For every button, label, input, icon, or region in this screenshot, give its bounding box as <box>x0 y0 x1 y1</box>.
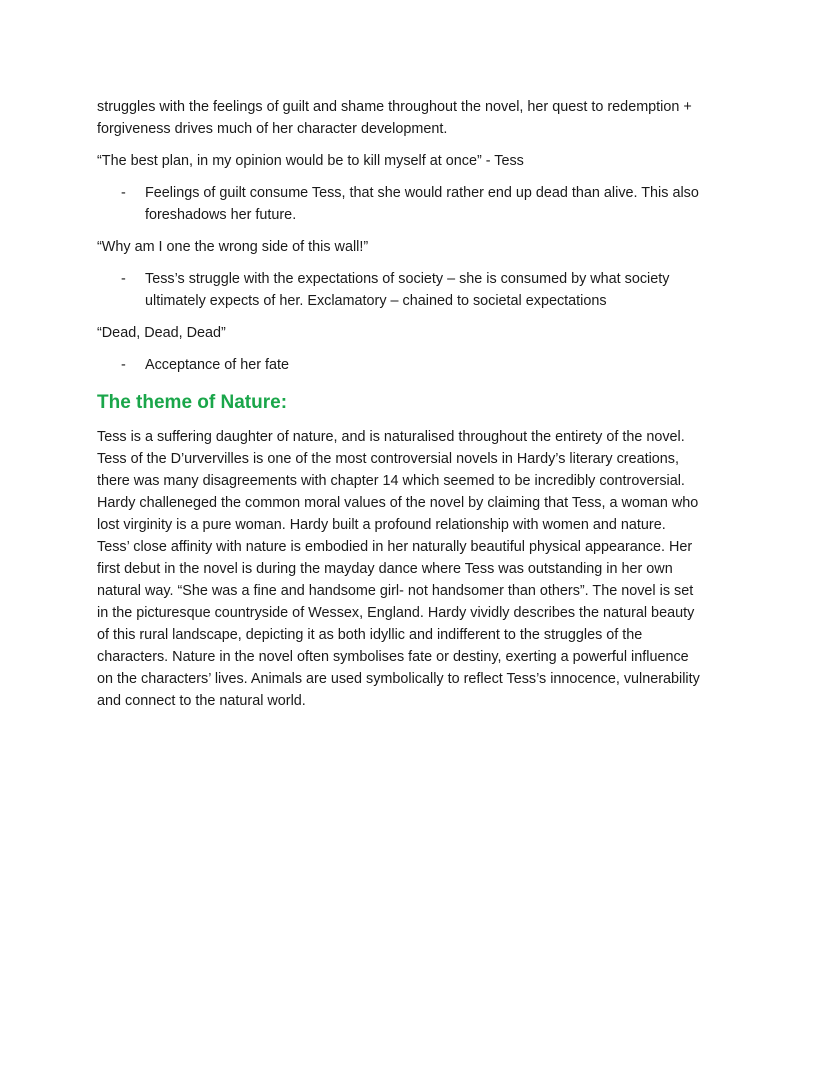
intro-line: struggles with the feelings of guilt and shame throughout the novel, her quest to redemption + <box>97 99 692 115</box>
bullet-item <box>97 268 737 312</box>
paragraph-line: on the characters’ lives. Animals are used symbolically to reflect Tess’s innocence, vulnerability <box>97 671 700 687</box>
paragraph-line: Tess is a suffering daughter of nature, and is naturalised throughout the entirety of the novel. <box>97 429 685 445</box>
paragraph-line: Tess of the D’urvervilles is one of the most controversial novels in Hardy’s literary creations, <box>97 451 679 467</box>
quote-line: “Dead, Dead, Dead” <box>97 325 226 341</box>
bullet-item <box>97 354 737 376</box>
intro-paragraph <box>97 96 737 140</box>
bullet-text: Tess’s struggle with the expectations of society – she is consumed by what society <box>145 271 670 287</box>
paragraph-line: natural way. “She was a fine and handsome girl- not handsomer than others”. The novel is set <box>97 583 694 599</box>
quote-line: “The best plan, in my opinion would be to kill myself at once” - Tess <box>97 153 524 169</box>
paragraph-line: lost virginity is a pure woman. Hardy built a profound relationship with women and nature. <box>97 517 666 533</box>
bullet-text: Feelings of guilt consume Tess, that she would rather end up dead than alive. This also <box>145 185 699 201</box>
bullet-text: Acceptance of her fate <box>145 357 289 373</box>
paragraph-line: Tess’ close affinity with nature is embodied in her naturally beautiful physical appearance. Her <box>97 539 693 555</box>
paragraph-line: characters. Nature in the novel often symbolises fate or destiny, exerting a powerful influence <box>97 649 689 665</box>
section-heading: The theme of Nature: <box>97 392 288 413</box>
bullet-text: ultimately expects of her. Exclamatory – chained to societal expectations <box>145 293 607 309</box>
bullet-item <box>97 182 737 226</box>
document-page <box>97 96 737 722</box>
paragraph-line: there was many disagreements with chapter 14 which seemed to be incredibly controversial. <box>97 473 685 489</box>
bullet-dash: - <box>121 271 126 287</box>
paragraph-line: and connect to the natural world. <box>97 693 306 709</box>
paragraph-line: Hardy challeneged the common moral values of the novel by claiming that Tess, a woman who <box>97 495 699 511</box>
intro-line: forgiveness drives much of her character development. <box>97 121 448 137</box>
bullet-text: foreshadows her future. <box>145 207 297 223</box>
paragraph-line: in the picturesque countryside of Wessex, England. Hardy vividly describes the natural beauty <box>97 605 695 621</box>
bullet-dash: - <box>121 357 126 373</box>
quote-line: “Why am I one the wrong side of this wall!” <box>97 239 369 255</box>
nature-paragraph <box>97 426 737 712</box>
bullet-dash: - <box>121 185 126 201</box>
paragraph-line: of this rural landscape, depicting it as both idyllic and indifferent to the struggles of the <box>97 627 643 643</box>
paragraph-line: first debut in the novel is during the mayday dance where Tess was outstanding in her own <box>97 561 673 577</box>
